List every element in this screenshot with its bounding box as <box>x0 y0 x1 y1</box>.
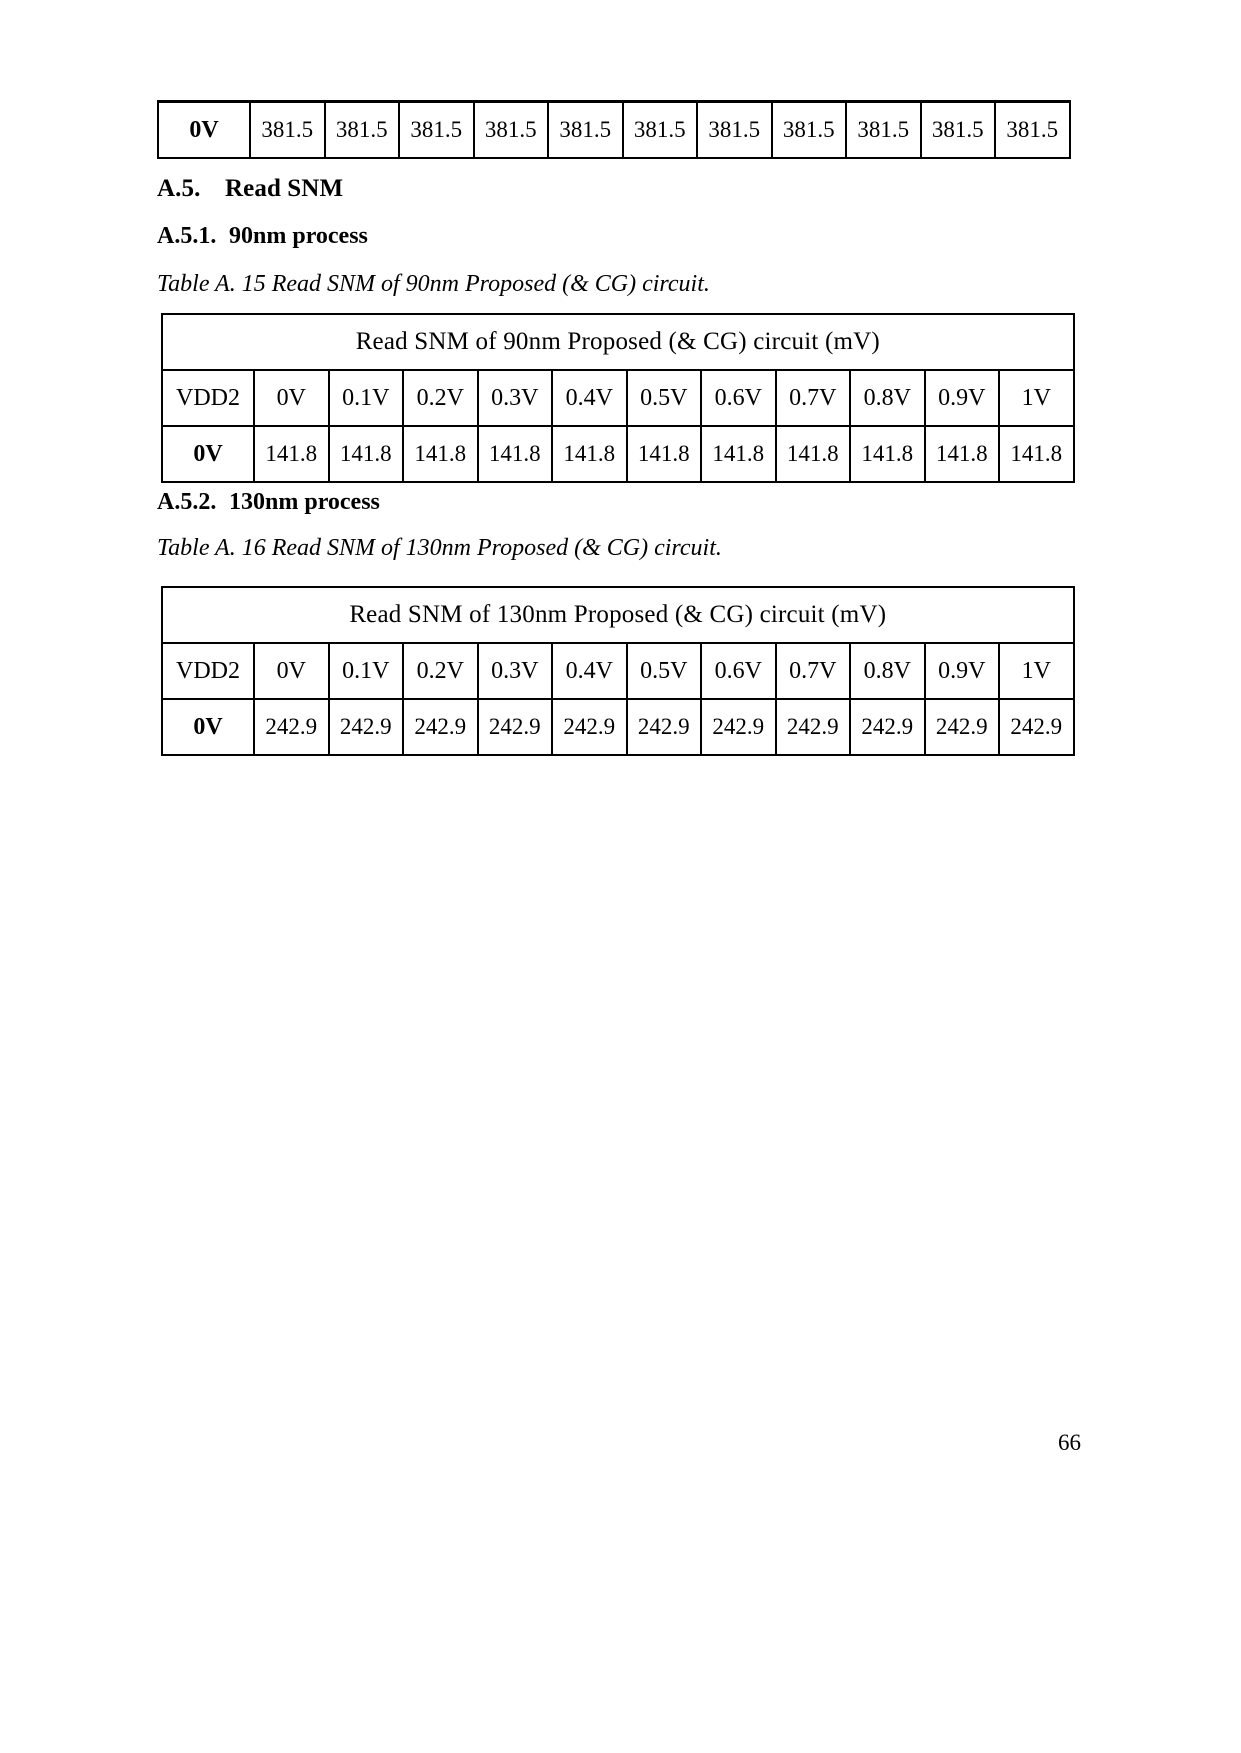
subsection-number: A.5.2. <box>157 489 217 515</box>
table-row <box>162 699 1074 755</box>
column-header: 0V <box>254 370 329 426</box>
data-cell: 141.8 <box>403 426 478 482</box>
data-cell: 242.9 <box>478 699 553 755</box>
table-caption-16: Table A. 16 Read SNM of 130nm Proposed (& CG) circuit. <box>157 535 722 561</box>
table-read-snm-130nm <box>161 586 1075 756</box>
data-cell: 141.8 <box>850 426 925 482</box>
subsection-number: A.5.1. <box>157 223 217 249</box>
table-title-row <box>162 587 1074 643</box>
table-caption-15: Table A. 15 Read SNM of 90nm Proposed (& CG) circuit. <box>157 271 710 297</box>
column-header: 0.4V <box>552 643 627 699</box>
data-cell: 242.9 <box>552 699 627 755</box>
column-header: 0.3V <box>478 370 553 426</box>
section-number: A.5. <box>157 175 201 202</box>
data-cell: 242.9 <box>403 699 478 755</box>
subsection-title: 130nm process <box>229 489 380 515</box>
data-cell: 242.9 <box>850 699 925 755</box>
data-cell: 242.9 <box>254 699 329 755</box>
table-title: Read SNM of 130nm Proposed (& CG) circuit (mV) <box>162 587 1074 643</box>
column-header: 0.6V <box>701 643 776 699</box>
data-cell: 242.9 <box>925 699 1000 755</box>
data-cell: 242.9 <box>776 699 851 755</box>
column-header: 0.2V <box>403 643 478 699</box>
page-number: 66 <box>1058 1430 1081 1455</box>
column-header: 0.1V <box>329 370 404 426</box>
column-header: 0.1V <box>329 643 404 699</box>
data-cell: 381.5 <box>623 102 698 159</box>
column-header: 0.9V <box>925 643 1000 699</box>
data-cell: 381.5 <box>474 102 549 159</box>
column-header: 0.5V <box>627 643 702 699</box>
column-header: 0.8V <box>850 370 925 426</box>
data-cell: 381.5 <box>697 102 772 159</box>
subsection-heading-a51 <box>157 223 368 250</box>
column-header: 0.7V <box>776 643 851 699</box>
column-header: 1V <box>999 370 1074 426</box>
row-label: 0V <box>158 102 250 159</box>
data-cell: 141.8 <box>701 426 776 482</box>
row-label: 0V <box>162 426 254 482</box>
data-cell: 381.5 <box>995 102 1070 159</box>
corner-header: VDD2 <box>162 643 254 699</box>
continued-table-fragment <box>157 100 1077 159</box>
data-cell: 141.8 <box>776 426 851 482</box>
data-cell: 381.5 <box>846 102 921 159</box>
data-cell: 242.9 <box>627 699 702 755</box>
data-cell: 381.5 <box>772 102 847 159</box>
column-header: 0.9V <box>925 370 1000 426</box>
table-header-row <box>162 370 1074 426</box>
data-cell: 141.8 <box>329 426 404 482</box>
data-cell: 381.5 <box>921 102 996 159</box>
column-header: 0.3V <box>478 643 553 699</box>
column-header: 0.4V <box>552 370 627 426</box>
table-15-wrapper <box>161 313 1075 483</box>
data-cell: 242.9 <box>999 699 1074 755</box>
section-heading-a5 <box>157 175 343 203</box>
column-header: 0V <box>254 643 329 699</box>
data-cell: 141.8 <box>254 426 329 482</box>
data-cell: 242.9 <box>329 699 404 755</box>
data-cell: 141.8 <box>627 426 702 482</box>
column-header: 0.6V <box>701 370 776 426</box>
data-cell: 141.8 <box>925 426 1000 482</box>
column-header: 1V <box>999 643 1074 699</box>
table-header-row <box>162 643 1074 699</box>
table-continued-fragment <box>157 100 1071 159</box>
row-label: 0V <box>162 699 254 755</box>
table-16-wrapper <box>161 586 1075 756</box>
subsection-title: 90nm process <box>229 223 368 249</box>
section-title: Read SNM <box>225 175 344 202</box>
table-title-row <box>162 314 1074 370</box>
column-header: 0.8V <box>850 643 925 699</box>
column-header: 0.7V <box>776 370 851 426</box>
table-row <box>162 426 1074 482</box>
column-header: 0.2V <box>403 370 478 426</box>
data-cell: 381.5 <box>399 102 474 159</box>
data-cell: 141.8 <box>478 426 553 482</box>
table-title: Read SNM of 90nm Proposed (& CG) circuit (mV) <box>162 314 1074 370</box>
table-row <box>158 102 1070 159</box>
data-cell: 381.5 <box>250 102 325 159</box>
data-cell: 381.5 <box>548 102 623 159</box>
data-cell: 141.8 <box>999 426 1074 482</box>
column-header: 0.5V <box>627 370 702 426</box>
table-read-snm-90nm <box>161 313 1075 483</box>
corner-header: VDD2 <box>162 370 254 426</box>
subsection-heading-a52 <box>157 489 380 516</box>
data-cell: 242.9 <box>701 699 776 755</box>
data-cell: 381.5 <box>325 102 400 159</box>
data-cell: 141.8 <box>552 426 627 482</box>
